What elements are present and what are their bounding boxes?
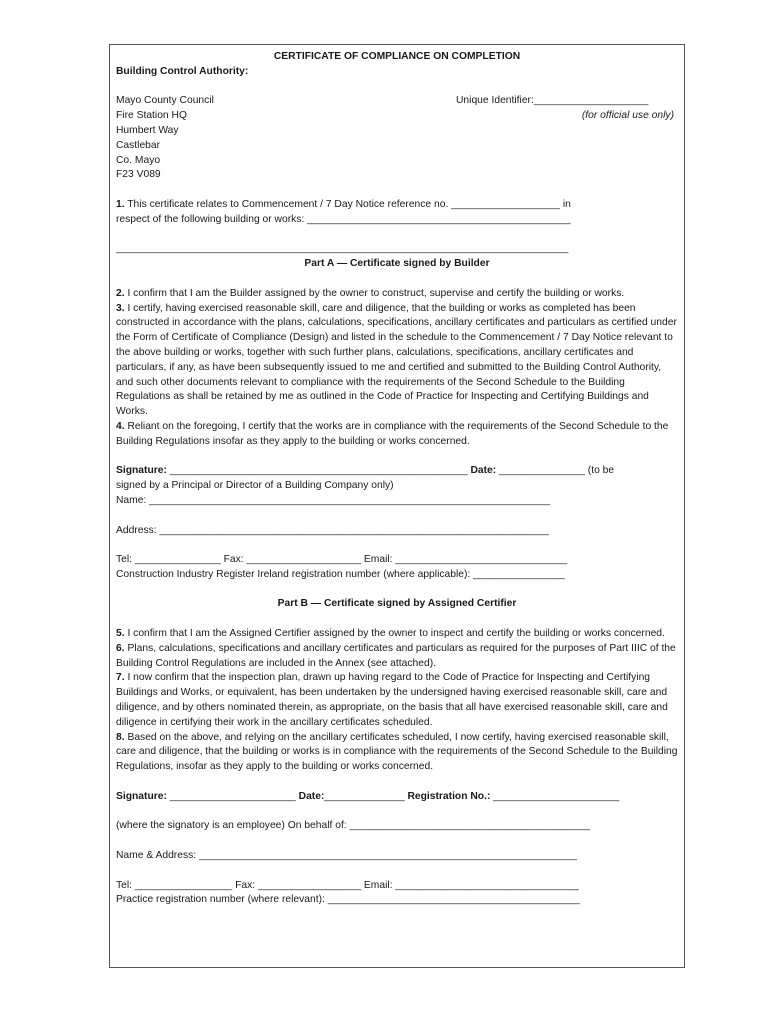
- item-6: [116, 642, 678, 672]
- part-b-registration-label: Registration No.:: [407, 790, 491, 802]
- item-1: [116, 198, 678, 213]
- item-2-number: 2.: [116, 287, 125, 299]
- address-line-4: Castlebar: [116, 139, 161, 151]
- item-4-text: Reliant on the foregoing, I certify that the works are in compliance with the requirements of the Second Schedule to the Building Regulations insofar as they apply to the building or works concerned.: [116, 420, 669, 447]
- part-b-date-label: Date:: [298, 790, 325, 802]
- item-8: [116, 731, 678, 775]
- part-a-address-field[interactable]: Address: ____________________________________________________________________: [116, 524, 549, 536]
- part-b-registration-field[interactable]: ______________________: [490, 790, 620, 802]
- building-works-field-continued[interactable]: _______________________________________________________________________________: [116, 243, 569, 255]
- part-a-contact-fields[interactable]: Tel: _______________ Fax: ____________________ Email: ______________________________: [116, 554, 568, 566]
- address-line-1: Mayo County Council: [116, 95, 214, 107]
- item-7-number: 7.: [116, 672, 125, 684]
- part-b-practice-registration-field[interactable]: Practice registration number (where relevant): ____________________________________________: [116, 894, 580, 906]
- part-a-signature-field[interactable]: ____________________________________________________: [166, 465, 471, 477]
- item-8-text: Based on the above, and relying on the ancillary certificates scheduled, I now certify, having exercised reasonable skill, care and diligence, that the building or works is in compliance with the requirements of the Second Schedule to the Building Regulations, insofar as they apply to the building or works concerned.: [116, 731, 678, 773]
- part-b-signature-label: Signature:: [116, 790, 167, 802]
- item-1-number: 1.: [116, 198, 125, 210]
- address-line-6: F23 V089: [116, 169, 161, 181]
- part-a-title: Part A — Certificate signed by Builder: [304, 258, 490, 270]
- part-b-on-behalf-field[interactable]: (where the signatory is an employee) On behalf of: __________________________________________: [116, 820, 591, 832]
- address-row-2: [116, 109, 678, 124]
- address-line-5: Co. Mayo: [116, 154, 161, 166]
- address-line-2: Fire Station HQ: [116, 110, 187, 122]
- item-3-text: I certify, having exercised reasonable skill, care and diligence, that the building or works as completed has been constructed in accordance with the plans, calculations, specifications, ancillary certificates and particulars as certified under the Form of Certificate of Compliance (Design) and listed in the schedule to the Commencement / 7 Day Notice relevant to the above building or works, together with such further plans, calculations, specifications, ancillary certificates and particulars, if any, as have been subsequently issued to me and certified and submitted to the Building Control Authority, and such other documents relevant to compliance with the requirements of the Second Schedule to the Building Regulations as shall be retained by me as outlined in the Code of Practice for Inspecting and Certifying Buildings and Works.: [116, 302, 677, 418]
- part-a-date-label: Date:: [470, 465, 497, 477]
- item-5-text: I confirm that I am the Assigned Certifier assigned by the owner to inspect and certify the building or works concerned.: [124, 628, 665, 640]
- part-a-cirr-field[interactable]: Construction Industry Register Ireland registration number (where applicable): ________________: [116, 568, 565, 580]
- item-4-number: 4.: [116, 420, 125, 432]
- part-b-date-field[interactable]: ______________: [324, 790, 408, 802]
- part-b-title: Part B — Certificate signed by Assigned Certifier: [277, 598, 517, 610]
- certificate-title: CERTIFICATE OF COMPLIANCE ON COMPLETION: [273, 51, 521, 62]
- part-b-name-address-field[interactable]: Name & Address: __________________________________________________________________: [116, 850, 577, 862]
- address-line-3: Humbert Way: [116, 124, 179, 136]
- unique-identifier-field[interactable]: Unique Identifier:____________________: [456, 95, 649, 107]
- official-use-note: (for official use only): [581, 110, 674, 122]
- certificate-content: [116, 50, 678, 908]
- part-b-signature-row: [116, 790, 678, 805]
- item-4: [116, 420, 678, 450]
- authority-label: Building Control Authority:: [116, 65, 249, 77]
- item-5: [116, 627, 678, 642]
- part-a-signature-note: signed by a Principal or Director of a Building Company only): [116, 480, 394, 492]
- item-8-number: 8.: [116, 731, 125, 743]
- item-7: [116, 671, 678, 730]
- address-row-1: [116, 94, 678, 109]
- building-works-field[interactable]: respect of the following building or works: ______________________________________________: [116, 213, 571, 225]
- part-a-name-field[interactable]: Name: ______________________________________________________________________: [116, 494, 551, 506]
- item-2: [116, 287, 678, 302]
- part-a-signature-row: [116, 464, 678, 479]
- item-2-text: I confirm that I am the Builder assigned by the owner to construct, supervise and certify the building or works.: [124, 287, 625, 299]
- item-3: [116, 302, 678, 420]
- commencement-reference-field[interactable]: This certificate relates to Commencement / 7 Day Notice reference no. ___________________ in: [124, 198, 571, 210]
- part-a-date-field[interactable]: _______________ (to be: [496, 465, 615, 477]
- item-3-number: 3.: [116, 302, 125, 314]
- item-5-number: 5.: [116, 628, 125, 640]
- part-a-signature-label: Signature:: [116, 465, 167, 477]
- part-b-signature-field[interactable]: ______________________: [166, 790, 299, 802]
- part-b-contact-fields[interactable]: Tel: _________________ Fax: __________________ Email: ________________________________: [116, 879, 579, 891]
- item-6-number: 6.: [116, 642, 125, 654]
- item-7-text: I now confirm that the inspection plan, drawn up having regard to the Code of Practice for Inspecting and Certifying Buildings and Works, or equivalent, has been undertaken by the undersigned having exercised reasonable skill, care and diligence, and by others nominated therein, as appropriate, on the basis that all have exercised reasonable skill, care and diligence in certifying their work in the ancillary certificates scheduled.: [116, 672, 668, 728]
- item-6-text: Plans, calculations, specifications and ancillary certificates and particulars as required for the purposes of Part IIIC of the Building Control Regulations are included in the Annex (see attached).: [116, 642, 676, 669]
